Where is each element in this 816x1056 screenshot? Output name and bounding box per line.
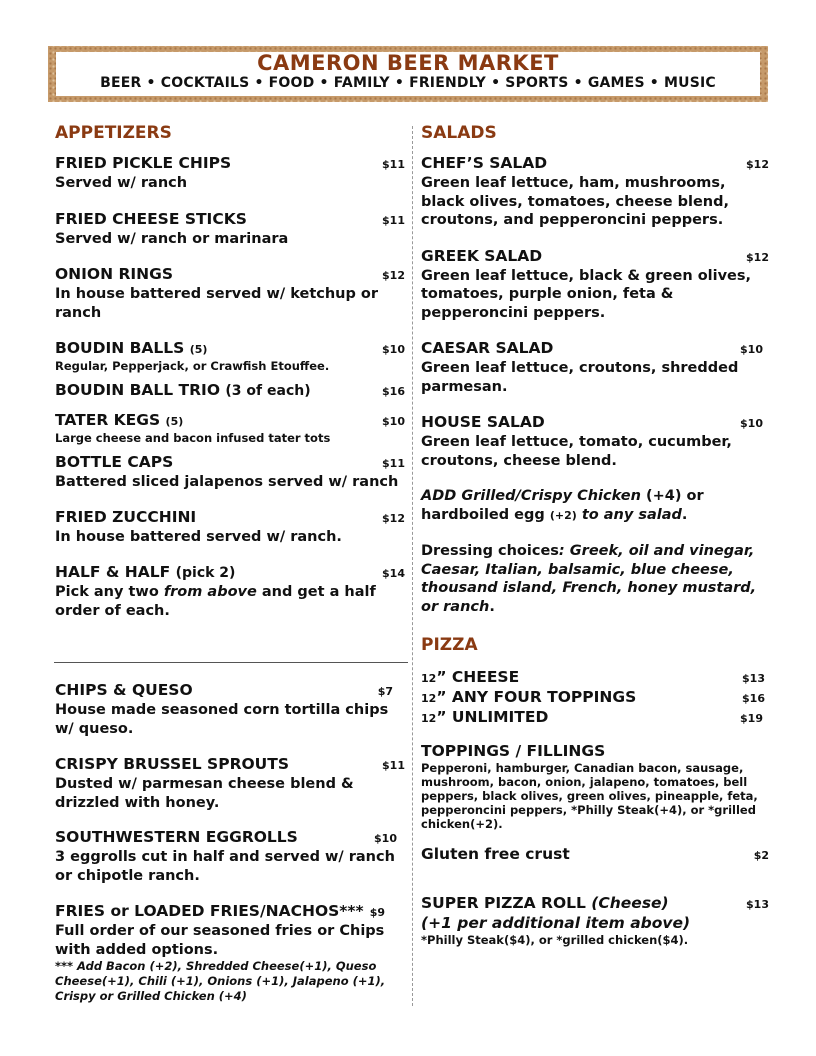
item-desc: *Philly Steak($4), or *grilled chicken($4). (421, 933, 689, 947)
pizza-heading: PIZZA (421, 635, 478, 655)
item-desc: 3 eggrolls cut in half and served w/ ranch or chipotle ranch. (55, 849, 395, 884)
salad-addons (421, 487, 769, 525)
menu-item-eggrolls (55, 828, 405, 885)
item-price: $12 (746, 158, 769, 171)
addon-text: . (681, 506, 688, 523)
item-price: $16 (742, 692, 765, 705)
item-name: FRIED CHEESE STICKS (55, 209, 247, 228)
menu-item-brussel-sprouts (55, 755, 405, 812)
pizza-name: ” UNLIMITED (436, 708, 549, 726)
item-qty: (5) (189, 343, 208, 356)
desc-part: Pick any two (55, 584, 164, 600)
pizza-size: 12 (421, 692, 437, 705)
pizza-name: ” ANY FOUR TOPPINGS (436, 688, 637, 706)
menu-item-greek-salad (421, 247, 769, 323)
item-price: $11 (382, 158, 405, 171)
item-name: SOUTHWESTERN EGGROLLS (55, 828, 298, 846)
header-banner-inner (56, 52, 760, 96)
addon-text: to any salad (576, 506, 682, 523)
pizza-size: 12 (421, 672, 437, 685)
item-price: $10 (382, 343, 405, 356)
super-pizza-roll (421, 894, 769, 947)
pizza-four-toppings (421, 688, 769, 708)
item-extra: (+1 per additional item above) (421, 914, 691, 932)
item-price: $12 (746, 250, 769, 264)
menu-item-half-and-half (55, 563, 405, 620)
item-desc: Green leaf lettuce, black & green olives, tomatoes, purple onion, feta & pepperoncini peppers. (421, 267, 752, 321)
item-desc: Green leaf lettuce, tomato, cucumber, croutons, cheese blend. (421, 434, 732, 469)
menu-item-caesar-salad (421, 339, 769, 396)
toppings-heading: TOPPINGS / FILLINGS (421, 742, 606, 760)
pizza-name: ” CHEESE (436, 668, 520, 686)
item-desc: Large cheese and bacon infused tater tots (55, 431, 331, 445)
item-desc: Green leaf lettuce, ham, mushrooms, black olives, tomatoes, cheese blend, croutons, and pepperoncini peppers. (421, 175, 729, 228)
item-name: FRIES or LOADED FRIES/NACHOS*** (55, 902, 364, 920)
item-price: $13 (742, 672, 765, 685)
item-desc: Full order of our seasoned fries or Chips with added options. (55, 923, 385, 958)
item-note: *** Add Bacon (+2), Shredded Cheese(+1), Queso Cheese(+1), Chili (+1), Onions (+1), Jalapeno (+1), Crispy or Grilled Chicken (+4) (55, 959, 386, 1003)
item-name: CHIPS & QUESO (55, 681, 193, 699)
item-price: $11 (382, 457, 405, 470)
dressing-label: Dressing choices (421, 543, 559, 559)
item-qty: (3 of each) (225, 383, 311, 399)
item-price: $13 (746, 898, 769, 911)
toppings-desc: Pepperoni, hamburger, Canadian bacon, sausage, mushroom, bacon, onion, jalapeno, tomatoes, bell peppers, black olives, green olives, pineapple, feta, pepperoncini peppers, *Philly Steak(+4), or *grilled chicken(+2). (421, 761, 758, 831)
column-divider (412, 126, 413, 1006)
menu-item-boudin-trio (55, 381, 405, 401)
menu-item-cheese-sticks (55, 210, 405, 249)
restaurant-tagline: BEER • COCKTAILS • FOOD • FAMILY • FRIENDLY • SPORTS • GAMES • MUSIC (100, 75, 716, 91)
item-price: $14 (382, 567, 405, 580)
menu-item-boudin-balls (55, 339, 405, 373)
item-price: $10 (382, 415, 405, 428)
dressing-choices (421, 542, 769, 616)
section-separator (54, 662, 408, 663)
item-price: $11 (382, 759, 405, 772)
gluten-free-crust (421, 845, 769, 865)
header-banner (48, 46, 768, 102)
item-name: TATER KEGS (55, 411, 161, 429)
appetizers-heading: APPETIZERS (55, 123, 172, 143)
item-qty: (pick 2) (175, 565, 236, 581)
item-price: $9 (369, 906, 385, 919)
item-price: $19 (740, 712, 763, 725)
item-name: Gluten free crust (421, 845, 570, 863)
item-desc: In house battered served w/ ketchup or ranch (55, 286, 379, 321)
right-column (421, 122, 769, 947)
item-name: SUPER PIZZA ROLL (421, 894, 592, 912)
menu-item-bottle-caps (55, 453, 405, 492)
menu-item-fries-nachos (55, 902, 405, 1004)
item-desc: Served w/ ranch or marinara (55, 230, 289, 247)
addon-text: (+4) or hardboiled egg (421, 488, 704, 523)
item-price: $11 (382, 213, 405, 227)
pizza-sizes (421, 668, 769, 728)
item-name: GREEK SALAD (421, 246, 543, 265)
restaurant-title: CAMERON BEER MARKET (257, 51, 559, 75)
pizza-size: 12 (421, 712, 437, 725)
menu-item-onion-rings (55, 265, 405, 322)
item-name: CRISPY BRUSSEL SPROUTS (55, 755, 290, 773)
item-price: $2 (753, 849, 769, 862)
item-name: ONION RINGS (55, 265, 174, 283)
item-desc: Battered sliced jalapenos served w/ ranch (55, 474, 399, 490)
salads-heading: SALADS (421, 123, 497, 143)
item-desc: Dusted w/ parmesan cheese blend & drizzled with honey. (55, 776, 354, 811)
item-name: HALF & HALF (55, 563, 171, 581)
item-name: FRIED ZUCCHINI (55, 507, 197, 526)
item-price: $10 (740, 417, 763, 430)
item-name: BOUDIN BALLS (55, 339, 185, 357)
item-price: $16 (382, 385, 405, 398)
menu-item-fried-pickle (55, 154, 405, 193)
addon-text: (+2) (549, 508, 577, 522)
menu-item-house-salad (421, 413, 769, 470)
item-name: BOTTLE CAPS (55, 453, 174, 471)
item-desc: Regular, Pepperjack, or Crawfish Etouffee. (55, 359, 330, 373)
dressing-end: . (489, 598, 495, 615)
menu-item-chips-queso (55, 681, 405, 738)
item-price: $12 (382, 269, 405, 282)
dressing-list: : Greek, oil and vinegar, Caesar, Italian, balsamic, blue cheese, thousand island, French, honey mustard, or ranch (421, 543, 757, 615)
menu-item-tater-kegs (55, 411, 405, 445)
pizza-cheese (421, 668, 769, 688)
item-desc: Green leaf lettuce, croutons, shredded parmesan. (421, 360, 739, 395)
item-price: $7 (377, 685, 393, 698)
desc-emphasis: from above (163, 584, 257, 600)
pizza-toppings (421, 742, 769, 831)
addon-text: ADD Grilled/Crispy Chicken (421, 488, 641, 504)
item-name-emphasis: (Cheese) (591, 894, 669, 912)
item-desc: House made seasoned corn tortilla chips w/ queso. (55, 702, 389, 737)
item-price: $10 (374, 832, 397, 845)
item-desc: Served w/ ranch (55, 175, 188, 191)
pizza-unlimited (421, 708, 769, 728)
item-desc: In house battered served w/ ranch. (55, 528, 342, 545)
item-name: HOUSE SALAD (421, 413, 545, 431)
item-name: CAESAR SALAD (421, 339, 554, 357)
item-price: $10 (740, 343, 763, 356)
item-name: FRIED PICKLE CHIPS (55, 154, 232, 172)
item-price: $12 (382, 511, 405, 525)
desc-part: and get a half order of each. (55, 584, 376, 619)
item-qty: (5) (165, 415, 184, 428)
item-name: CHEF’S SALAD (421, 154, 548, 172)
item-name: BOUDIN BALL TRIO (55, 381, 220, 399)
menu-item-chef-salad (421, 154, 769, 230)
menu-item-fried-zucchini (55, 508, 405, 547)
item-desc (55, 583, 405, 620)
left-column (55, 122, 405, 1003)
